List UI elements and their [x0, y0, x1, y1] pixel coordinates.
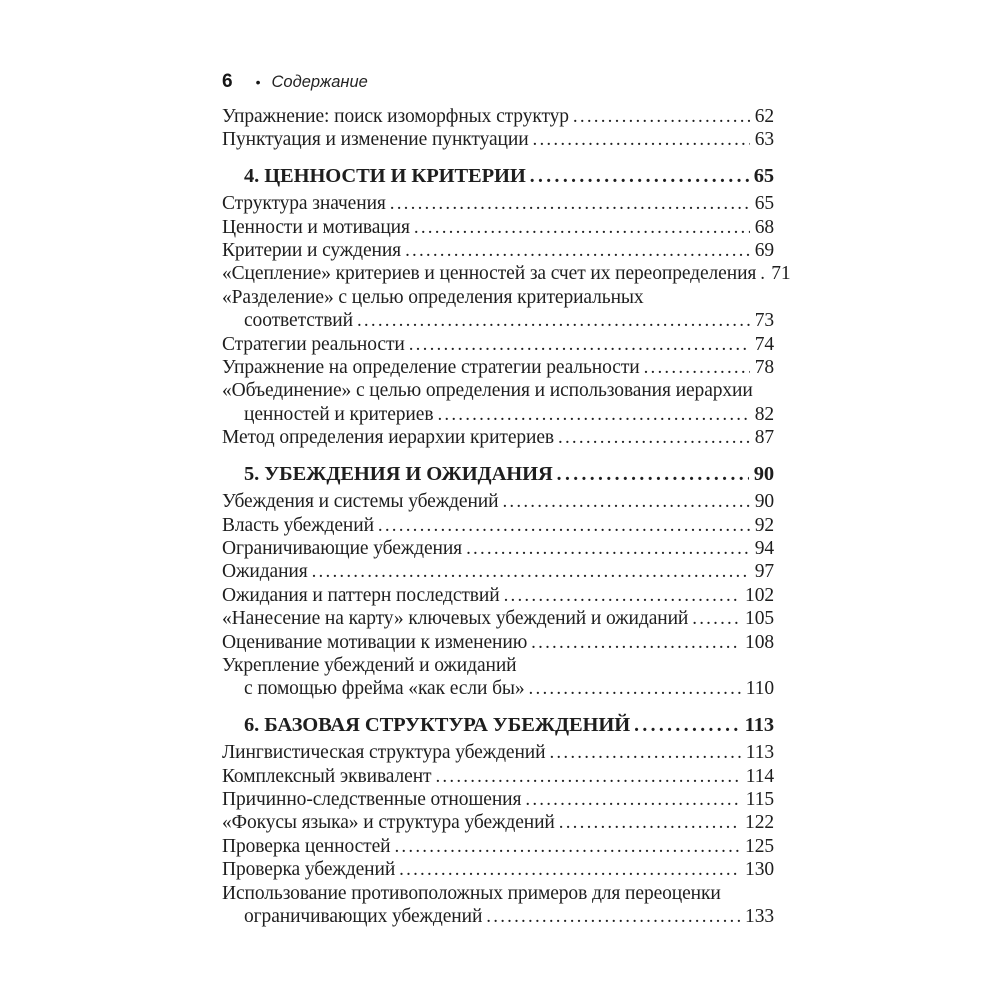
page-ref: 110 — [745, 678, 774, 700]
toc-entry-line — [222, 309, 774, 332]
entry-title: Лингвистическая структура убеждений — [222, 742, 546, 764]
page-ref: 113 — [744, 713, 774, 736]
toc-entry-line — [222, 333, 774, 356]
toc-entry-line — [222, 765, 774, 788]
entry-title: Упражнение на определение стратегии реальности — [222, 357, 640, 379]
dot-leader — [357, 309, 750, 332]
page-ref: 62 — [754, 106, 774, 127]
dot-leader — [394, 835, 740, 858]
dot-leader — [504, 584, 740, 607]
toc-entry-line — [222, 835, 774, 858]
toc-section — [222, 164, 791, 450]
toc-entry-line — [222, 811, 774, 834]
bullet-separator-icon: • — [255, 74, 261, 90]
page-ref: 97 — [754, 561, 774, 583]
page-ref: 102 — [745, 584, 774, 606]
entry-title: ценностей и критериев — [244, 403, 434, 425]
page-ref: 113 — [745, 742, 774, 764]
entry-title: Упражнение: поиск изоморфных структур — [222, 106, 569, 127]
entry-title: «Сцепление» критериев и ценностей за счет их переопределения — [222, 263, 757, 285]
entry-title: «Фокусы языка» и структура убеждений — [222, 812, 555, 834]
toc-entry-line — [222, 631, 774, 654]
dot-leader — [399, 858, 740, 881]
page-ref: 68 — [754, 216, 774, 238]
page-content — [222, 71, 791, 928]
entry-title: Использование противоположных примеров для переоценки — [222, 882, 721, 904]
page-ref: 69 — [754, 240, 774, 262]
toc-entry-line — [222, 741, 774, 764]
page-ref: 108 — [745, 631, 774, 653]
entry-title: Укрепление убеждений и ожиданий — [222, 654, 517, 676]
page-ref: 71 — [771, 263, 791, 285]
dot-leader — [559, 811, 740, 834]
toc-entry-line — [222, 788, 774, 811]
toc-entry-line — [222, 239, 774, 262]
dot-leader — [558, 426, 750, 449]
dot-leader — [390, 192, 750, 215]
page-ref: 115 — [745, 788, 774, 810]
toc-entry-line — [222, 192, 774, 215]
entry-title: Метод определения иерархии критериев — [222, 427, 555, 449]
dot-leader — [435, 765, 740, 788]
dot-leader — [530, 165, 749, 188]
dot-leader — [549, 741, 740, 764]
entry-title: Причинно-следственные отношения — [222, 788, 522, 810]
toc-section — [222, 105, 774, 152]
dot-leader — [760, 262, 766, 285]
toc-entry-line — [222, 537, 774, 560]
page-ref: 65 — [753, 164, 774, 187]
entry-title: 5. УБЕЖДЕНИЯ И ОЖИДАНИЯ — [244, 462, 553, 485]
toc-entry-line — [222, 379, 774, 402]
toc-entry-line — [222, 882, 774, 905]
dot-leader — [529, 677, 741, 700]
dot-leader — [692, 607, 740, 630]
entry-title: Убеждения и системы убеждений — [222, 491, 499, 513]
page-ref: 90 — [753, 462, 774, 485]
entry-title: «Нанесение на карту» ключевых убеждений и ожиданий — [222, 608, 689, 630]
page-ref: 94 — [754, 537, 774, 559]
entry-title: «Разделение» с целью определения критериальных — [222, 286, 644, 308]
toc-entry-line — [222, 607, 774, 630]
dot-leader — [437, 403, 749, 426]
entry-title: Оценивание мотивации к изменению — [222, 631, 528, 653]
entry-title: Власть убеждений — [222, 514, 374, 536]
toc-entry-line — [222, 490, 774, 513]
page-ref: 114 — [745, 765, 774, 787]
toc-entry-line — [222, 905, 774, 928]
toc-entry-line — [222, 858, 774, 881]
dot-leader — [409, 333, 750, 356]
entry-title: Ожидания — [222, 561, 308, 583]
entry-title: Проверка ценностей — [222, 835, 391, 857]
toc-entry-line — [222, 677, 774, 700]
page-number: 6 — [222, 71, 233, 92]
page-ref: 82 — [754, 403, 774, 425]
toc-entry-line — [222, 403, 774, 426]
toc-entry-line — [222, 286, 774, 309]
dot-leader — [533, 128, 750, 151]
dot-leader — [634, 714, 740, 737]
dot-leader — [378, 514, 750, 537]
page-ref: 63 — [754, 129, 774, 151]
page-ref: 65 — [754, 193, 774, 215]
entry-title: Критерии и суждения — [222, 240, 402, 262]
toc-entry-line — [222, 105, 774, 128]
entry-title: «Объединение» с целью определения и использования иерархии — [222, 380, 753, 402]
dot-leader — [525, 788, 740, 811]
page-ref: 90 — [754, 491, 774, 513]
entry-title: Проверка убеждений — [222, 859, 396, 881]
dot-leader — [557, 463, 749, 486]
dot-leader — [466, 537, 750, 560]
dot-leader — [405, 239, 750, 262]
entry-title: Стратегии реальности — [222, 333, 405, 355]
entry-title: соответствий — [244, 310, 353, 332]
entry-title: Ожидания и паттерн последствий — [222, 584, 500, 606]
dot-leader — [573, 105, 750, 128]
toc-entry-line — [222, 216, 774, 239]
page-ref: 105 — [745, 608, 774, 630]
page-ref: 74 — [754, 333, 774, 355]
toc-section-heading — [222, 463, 774, 486]
toc-entry-line — [222, 514, 774, 537]
toc-entry-line — [222, 426, 774, 449]
toc-section — [222, 463, 774, 701]
entry-title: с помощью фрейма «как если бы» — [244, 678, 525, 700]
toc-entry-line — [222, 560, 774, 583]
entry-title: 6. БАЗОВАЯ СТРУКТУРА УБЕЖДЕНИЙ — [244, 713, 631, 736]
entry-title: ограничивающих убеждений — [244, 906, 483, 927]
entry-title: Пунктуация и изменение пунктуации — [222, 129, 529, 151]
toc-section — [222, 714, 774, 929]
dot-leader — [312, 560, 750, 583]
page-ref: 133 — [745, 906, 774, 927]
page-ref: 125 — [745, 835, 774, 857]
toc-entry-line — [222, 128, 774, 151]
toc-entry-line — [222, 262, 791, 285]
entry-title: Ценности и мотивация — [222, 216, 410, 238]
dot-leader — [502, 490, 749, 513]
toc-entry-line — [222, 356, 774, 379]
entry-title: 4. ЦЕННОСТИ И КРИТЕРИИ — [244, 164, 526, 187]
dot-leader — [486, 905, 740, 928]
page-ref: 78 — [754, 357, 774, 379]
entry-title: Структура значения — [222, 193, 386, 215]
dot-leader — [531, 631, 740, 654]
dot-leader — [414, 216, 750, 239]
page-ref: 130 — [745, 859, 774, 881]
entry-title: Ограничивающие убеждения — [222, 537, 463, 559]
page-ref: 122 — [745, 812, 774, 834]
running-header — [222, 71, 774, 93]
page-ref: 73 — [754, 310, 774, 332]
toc-section-heading — [222, 165, 774, 188]
entry-title: Комплексный эквивалент — [222, 765, 432, 787]
page-ref: 87 — [754, 427, 774, 449]
toc-entry-line — [222, 584, 774, 607]
page-ref: 92 — [754, 514, 774, 536]
header-title: Содержание — [271, 72, 368, 91]
dot-leader — [644, 356, 750, 379]
toc-section-heading — [222, 714, 774, 737]
toc — [222, 105, 791, 928]
toc-entry-line — [222, 654, 774, 677]
